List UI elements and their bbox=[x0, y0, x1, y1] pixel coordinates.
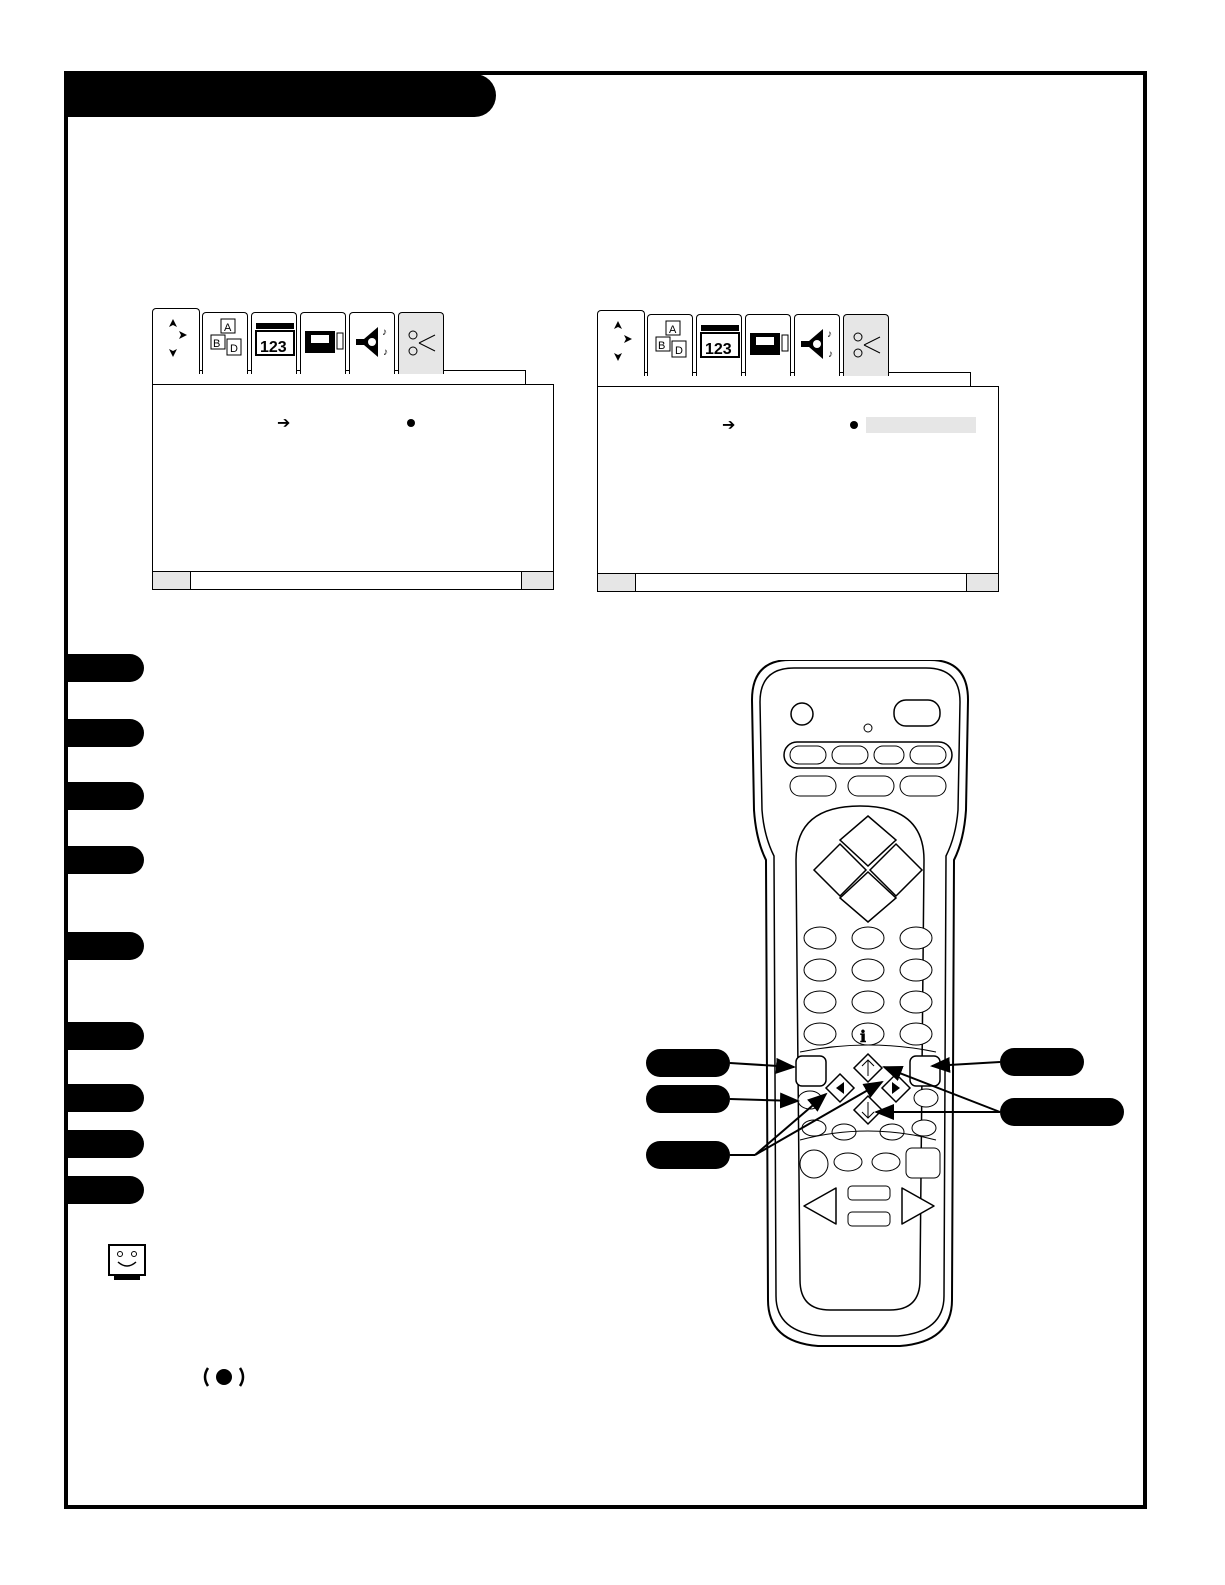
tab-abcd[interactable] bbox=[647, 314, 693, 376]
callout-up-down bbox=[1000, 1098, 1124, 1126]
tab-setup[interactable] bbox=[843, 314, 889, 376]
status-right-cell bbox=[521, 572, 553, 589]
tab-arrows[interactable] bbox=[597, 310, 645, 376]
camera-icon bbox=[746, 315, 792, 375]
abcd-blocks-icon bbox=[648, 315, 694, 375]
tab-speaker[interactable] bbox=[794, 314, 840, 376]
svg-text:ℹ: ℹ bbox=[860, 1029, 867, 1046]
camera-icon bbox=[301, 313, 347, 373]
svg-text:A: A bbox=[669, 324, 677, 336]
tab-arrows[interactable] bbox=[152, 308, 200, 374]
svg-text:♪: ♪ bbox=[383, 347, 388, 358]
setup-speakers-icon bbox=[844, 315, 890, 375]
svg-text:♪: ♪ bbox=[828, 349, 833, 360]
callout-left-right bbox=[646, 1141, 730, 1169]
svg-text:123: 123 bbox=[705, 341, 732, 358]
svg-text:D: D bbox=[230, 343, 238, 355]
callout-menu bbox=[646, 1049, 730, 1077]
menu-panel bbox=[152, 384, 554, 590]
menu-after bbox=[597, 310, 999, 592]
step-marker-1 bbox=[66, 654, 144, 682]
status-left-cell bbox=[153, 572, 191, 589]
status-left-cell bbox=[598, 574, 636, 591]
selection-dot-icon bbox=[407, 419, 415, 427]
svg-text:B: B bbox=[213, 338, 221, 350]
tab-camera[interactable] bbox=[745, 314, 791, 376]
svg-text:♪: ♪ bbox=[382, 327, 387, 338]
remote-control bbox=[740, 660, 980, 1350]
svg-text:D: D bbox=[675, 345, 683, 357]
tab-abcd[interactable] bbox=[202, 312, 248, 374]
123-calendar-icon bbox=[697, 315, 743, 375]
step-marker-8 bbox=[66, 1130, 144, 1158]
section-title-bar bbox=[66, 74, 496, 117]
step-marker-7 bbox=[66, 1084, 144, 1112]
tab-calendar[interactable] bbox=[696, 314, 742, 376]
speaker-icon bbox=[795, 315, 841, 375]
step-marker-2 bbox=[66, 719, 144, 747]
wave-dot-icon bbox=[202, 1366, 246, 1388]
svg-text:123: 123 bbox=[260, 339, 287, 356]
step-marker-4 bbox=[66, 846, 144, 874]
selection-dot-icon bbox=[850, 421, 858, 429]
svg-text:A: A bbox=[224, 322, 232, 334]
menu-before bbox=[152, 308, 554, 590]
svg-text:♪: ♪ bbox=[827, 329, 832, 340]
speaker-icon bbox=[350, 313, 396, 373]
page-frame bbox=[64, 71, 1147, 1509]
tab-calendar[interactable] bbox=[251, 312, 297, 374]
step-marker-3 bbox=[66, 782, 144, 810]
step-marker-9 bbox=[66, 1176, 144, 1204]
callout-exit bbox=[646, 1085, 730, 1113]
callout-enter bbox=[1000, 1048, 1084, 1076]
123-calendar-icon bbox=[252, 313, 298, 373]
right-arrow-icon: ➔ bbox=[722, 415, 736, 434]
menu-status-bar bbox=[153, 571, 553, 589]
tab-setup[interactable] bbox=[398, 312, 444, 374]
smiley-tv-icon bbox=[108, 1244, 148, 1282]
svg-text:B: B bbox=[658, 340, 666, 352]
right-arrow-icon: ➔ bbox=[277, 413, 291, 432]
step-marker-6 bbox=[66, 1022, 144, 1050]
highlighted-option[interactable] bbox=[866, 417, 976, 433]
arrows-icon bbox=[598, 311, 644, 375]
step-marker-5 bbox=[66, 932, 144, 960]
menu-panel bbox=[597, 386, 999, 592]
setup-speakers-icon bbox=[399, 313, 445, 373]
menu-status-bar bbox=[598, 573, 998, 591]
abcd-blocks-icon bbox=[203, 313, 249, 373]
tab-speaker[interactable] bbox=[349, 312, 395, 374]
arrows-icon bbox=[153, 309, 199, 373]
status-right-cell bbox=[966, 574, 998, 591]
tab-camera[interactable] bbox=[300, 312, 346, 374]
